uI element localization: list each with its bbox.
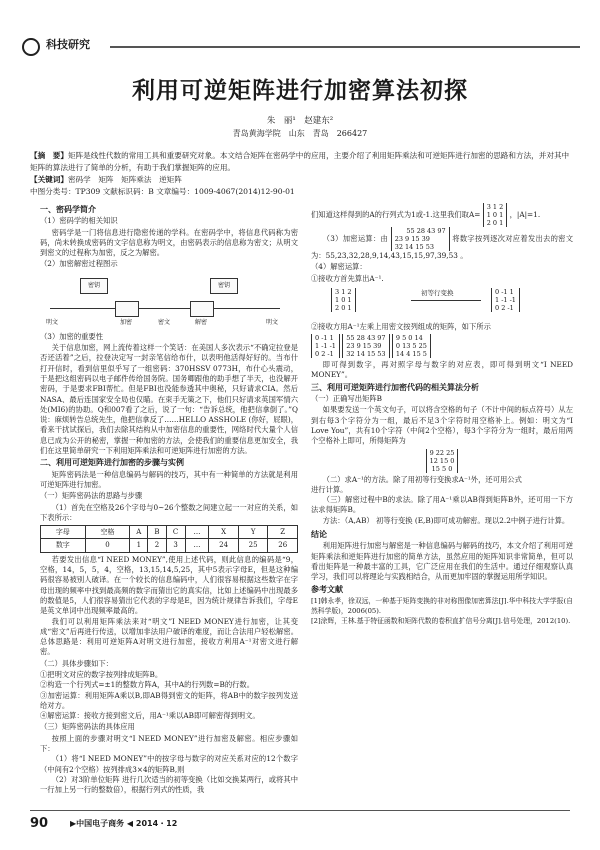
paragraph: 如果要发送一个英文句子，可以将含空格的句子（不计中间的标点符号）从左到右每3个字符分为一组，最后不足3个字符时用空格补上。例如：明文为“I Love You”，共有10个字符（中间2个空格），每3个字符分为一组时，最后用两个空格补上即可，所得矩阵为 (311, 405, 573, 446)
table-cell: 25 (238, 539, 268, 552)
paper-title: 利用可逆矩阵进行加密算法初探 (132, 78, 468, 104)
affiliation: 青岛黄海学院 山东 青岛 266427 (232, 129, 368, 138)
paragraph: （二）求A⁻¹的方法。除了用初等行变换求A⁻¹外，还可用公式 (322, 474, 522, 484)
keywords-text: 密码学 矩阵 矩阵乘法 逆矩阵 (67, 175, 182, 184)
diagram-label: 加密 (120, 318, 133, 326)
table-cell: B (148, 526, 166, 539)
table-cell: Z (268, 526, 298, 539)
subheading: （4）解密运算： (311, 262, 367, 272)
matrix-E-Ainv (491, 288, 520, 312)
matrix-row: 55 28 43 97 (346, 334, 386, 343)
section-heading: 三、利用可逆矩阵进行加密代码的相关算法分析 (311, 382, 479, 392)
classification: 中图分类号：TP309 文献标识码：B 文章编号：1009-4067(2014)12-90-01 (30, 187, 295, 196)
text-run: ，|A|=1. (509, 210, 541, 219)
matrix-cipher (342, 334, 389, 358)
subheading: （三）矩阵密码法的具体应用 (40, 722, 135, 732)
paragraph: （三）解密过程中B的求法。除了用A⁻¹乘以AB得到矩阵B外，还可用一下方法求得矩阵B。 (311, 495, 573, 515)
text-run: (E,B)即可成功解密。现以2.2中例子进行计算。 (414, 515, 570, 525)
arrow-right-icon (411, 300, 481, 301)
diagram-flow-line (50, 308, 280, 309)
paragraph: 进行计算。 (311, 484, 348, 494)
step-item: ③加密运算：利用矩阵A乘以B,即AB得到密文的矩阵，将AB中的数字按列发送给对方。 (40, 690, 298, 710)
encryption-diagram (40, 272, 298, 330)
matrix-row: 23 9 15 39 (346, 342, 382, 351)
subheading: （二）具体步骤如下： (40, 658, 113, 668)
paragraph: 矩阵密码法是一种信息编码与解码的技巧，其中有一种简单的方法就是利用可逆矩阵进行加密。 (40, 469, 298, 489)
matrix-row: 1 -1 -1 (495, 295, 516, 304)
keywords (30, 174, 570, 186)
section-heading: 参考文献 (311, 584, 343, 594)
matrix-row: 0 -1 1 (315, 334, 334, 343)
matrix-row: 3 1 2 (486, 203, 504, 211)
diagram-key-box: 密钥 (80, 278, 108, 294)
matrix-A (483, 203, 508, 227)
text-run: 方法：（A,AB） (322, 515, 374, 525)
matrix-row: 15 5 0 (431, 464, 453, 473)
table-cell: 数字 (41, 539, 86, 552)
section-badge-icon (22, 38, 40, 56)
step-item: ①把明文对应的数字按列排成矩阵B。 (40, 669, 163, 679)
table-cell: C (166, 526, 185, 539)
matrix-row: 0 13 5 25 (395, 342, 427, 351)
table-cell: 字母 (41, 526, 86, 539)
text-run: （3）加密运算：由 (322, 234, 389, 243)
table-cell: 空格 (85, 526, 130, 539)
paragraph: （2）对3阶单位矩阵 进行几次适当的初等变换（比如交换某两行，或将其中一行加上另一行的整数倍），根据行列式的性质，我 (40, 774, 298, 795)
table-cell: 26 (268, 539, 298, 552)
table-cell: … (185, 526, 209, 539)
subheading: （一）正确写出矩阵B (311, 394, 383, 404)
diagram-lock-icon (190, 301, 214, 317)
diagram-label: 明文 (46, 318, 59, 326)
matrix-B (392, 334, 431, 358)
matrix-row: 2 0 1 (335, 303, 352, 312)
step-item: ④解密运算：接收方接到密文后，用A⁻¹乘以AB即可解密得到明文。 (40, 711, 260, 721)
matrix-row: 1 0 1 (335, 295, 352, 304)
arrow-label: 初等行变换 (421, 288, 454, 297)
reference-item: [2]涂辉，王林.基于特征函数和矩阵代数的卷积直扩信号分离[J].信号处理，2012(10). (311, 617, 571, 626)
matrix-row: 55 28 43 97 (406, 227, 446, 235)
keywords-label: 【关键词】 (30, 175, 68, 184)
matrix-row: 0 2 -1 (495, 303, 514, 312)
section-heading: 结论 (311, 530, 327, 540)
matrix-row: 2 0 1 (486, 219, 504, 227)
matrix-row: 1 -1 -1 (315, 342, 336, 351)
text-run: 们知道这样得到的A的行列式为1或-1.这里我们取A= (311, 210, 481, 219)
matrix-row: 9 5 0 14 (395, 334, 423, 343)
text-run: 初等行变换 (376, 515, 413, 525)
matrix-row: 32 14 15 53 (394, 243, 434, 251)
section-label: 科技研究 (46, 38, 90, 51)
paragraph (311, 227, 573, 261)
matrix-row: 14 4 15 5 (395, 350, 427, 359)
matrix-A-E (331, 288, 356, 312)
paragraph: 利用矩阵进行加密与解密是一种信息编码与解码的技巧，本文介绍了利用可逆矩阵乘法和逆矩阵进行加密的简单方法，虽然应用的矩阵知识非常简单，但可以看出矩阵是一种最丰富的工具，它广泛应用在我们的生活中。通过仔细观察认真学习，我们可以将理论与实践相结合，从而更加牢固的掌握运用所学知识。 (311, 541, 573, 582)
table-cell: 2 (148, 539, 166, 552)
paragraph: 密码学是一门将信息进行隐密传递的学科。在密码学中，将信息代码称为密码，尚未转换成密码的文字信息称为明文，由密码表示的信息称为密文；从明文到密文的过程称为加密，反之为解密。 (40, 227, 298, 258)
matrix-row: 32 14 15 53 (346, 350, 386, 359)
table-cell: 0 (85, 539, 130, 552)
paragraph: （1）将“I NEED MONEY”中的按字母与数字的对应关系对应的12个数字（中间有2个空格）按列排成3×4的矩阵B,则 (40, 754, 298, 774)
subheading: （2）加密解密过程图示 (40, 259, 118, 269)
matrix-B1 (426, 449, 459, 473)
paragraph: 我们可以利用矩阵乘法来对“明文”I NEED MONEY进行加密，让其变成“密文”后再进行传送，以增加非法用户破译的难度，而让合法用户轻松解密。总体思路是：利用可逆矩阵A对明文进行加密，接收方利用A⁻¹对密文进行解密。 (40, 616, 298, 657)
diagram-label: 解密 (195, 318, 208, 326)
paragraph: ①接收方首先算出A⁻¹. (311, 273, 384, 283)
matrix-row: 23 9 15 39 (394, 235, 430, 243)
footer-rule (30, 810, 570, 811)
section-heading: 二、利用可逆矩阵进行加密的步骤与实例 (40, 458, 184, 468)
header-rule (110, 46, 580, 48)
cipher-table (40, 525, 298, 553)
diagram-label: 密文 (158, 318, 171, 326)
reference-item: [1]韩永孝，徐双远，一种基于矩阵变换的非对称图像加密算法[J].华中科技大学学报(自然科学版)，2006(05). (311, 596, 573, 616)
matrix-row: 9 22 25 (429, 448, 455, 457)
paragraph: 若要发出信息“I NEED MONEY”,使用上述代码，则此信息的编码是“9，空格，14，5，5，4，空格，13,15,14,5,25，其中5表示字母E，但是这种编码很容易被别人破译。在一个较长的信息编码中，人们很容易根据这些数字在字母出现的频率中找到最高频的数字而猜出它的真实信，比如上述编码中出现最多的数值是5，人们很容易猜出它代表的字母是E，因为统计规律告诉我们，字母E是英文单词中出现频率最高的。 (40, 554, 298, 616)
step-item: ②构造一个行列式=±1的整数方阵A，其中A的行列数=B的行数。 (40, 680, 255, 690)
subheading: （1）密码学的相关知识 (40, 216, 118, 226)
matrix-row: 3 1 2 (335, 287, 352, 296)
table-cell: … (185, 539, 209, 552)
journal-name: ▶中国电子商务 ◀ 2014・12 (70, 819, 178, 828)
table-cell: A (130, 526, 148, 539)
paragraph (311, 203, 573, 227)
abstract-text: 矩阵是线性代数的常用工具和重要研究对象。本文结合矩阵在密码学中的应用，主要介绍了利用矩阵乘法和可逆矩阵进行加密的思路和方法，并对其中矩阵的算法进行了简单的分析，有助于我们掌握矩阵的应用。 (30, 151, 570, 172)
paragraph: 即可得到数字，再对照字母与数字的对应表，即可得到明文“I NEED MONEY”。 (311, 360, 573, 380)
abstract (30, 150, 570, 174)
paragraph: （1）首先在空格及26个字母与0~26个整数之间建立起一一对应的关系，如下表所示： (40, 502, 298, 522)
matrix-product (311, 334, 573, 358)
text-run: 将数字按列逐次对应着发出去的密文为：55,23,32,28,9,14,43,15,15,97,39,53 。 (311, 234, 573, 260)
paragraph: ②接收方用A⁻¹左乘上用密文按列组成的矩阵，如下所示 (311, 321, 491, 331)
table-cell: 24 (209, 539, 239, 552)
paragraph: 按照上面的步骤对明文“I NEED MONEY”进行加密及解密。相应步骤如下： (40, 733, 298, 754)
matrix-row: 12 15 0 (429, 456, 455, 465)
matrix-example (311, 449, 573, 473)
matrix-row: 0 -1 1 (495, 287, 514, 296)
diagram-lock-icon (115, 301, 139, 317)
right-column (311, 203, 573, 808)
paragraph: 关于信息加密，网上流传着这样一个笑话：在美国人多次表示“不确定拉登是否还活着”之后，拉登决定写一封亲笔信给布什，以表明他活得好好的。当布什打开信时，看到信里似乎写了一组密码：370HSSV 0773H，布什心头震动，于是把这组密码以电子邮件传给国务院。国务卿跟他的助手想了半天，也没解开密码，于是要求FBI帮忙。但是FBI也没能参透其中奥秘，只好请求CIA。然后NASA、最后连国家安全局也仅瞄。在束手无策之下，他们只好请求英国军情六处(MI6)的协助。Q和007看了之后，说了一句：“告诉总统，他把信拿倒了。”Q说：麻烦转告总统先生，他把信拿反了……HELLO ASSHOLE (你好，屁眼)，看来干扰试探后，我们去除其结构从中加密信息的重要性，网络时代大量个人信息已成为公开的秘密，掌握一种加密的方法，会使我们的重要信息更加安全，我们在这里简单研究一下利用矩阵乘法和可逆矩阵进行加密的方法。 (40, 343, 298, 456)
subheading: （一）矩阵密码法的思路与步骤 (40, 491, 143, 501)
diagram-key-box: 密钥 (210, 278, 238, 294)
matrix-row: 0 2 -1 (315, 350, 334, 359)
diagram-label: 明文 (266, 318, 279, 326)
matrix-row: 1 0 1 (486, 211, 504, 219)
matrix-AB (391, 227, 450, 251)
table-cell: X (209, 526, 239, 539)
subheading: （3）加密的重要性 (40, 331, 104, 341)
table-cell: 1 (130, 539, 148, 552)
row-transform-diagram (311, 286, 573, 320)
table-cell: 3 (166, 539, 185, 552)
authors: 朱 丽¹ 赵建东² (266, 116, 334, 126)
table-cell: Y (238, 526, 268, 539)
left-column (40, 203, 298, 808)
section-heading: 一、密码学简介 (40, 205, 96, 214)
paragraph (311, 516, 573, 526)
page-number: 90 (30, 816, 49, 831)
matrix-Ainv (311, 334, 340, 358)
abstract-label: 【摘 要】 (30, 151, 68, 160)
